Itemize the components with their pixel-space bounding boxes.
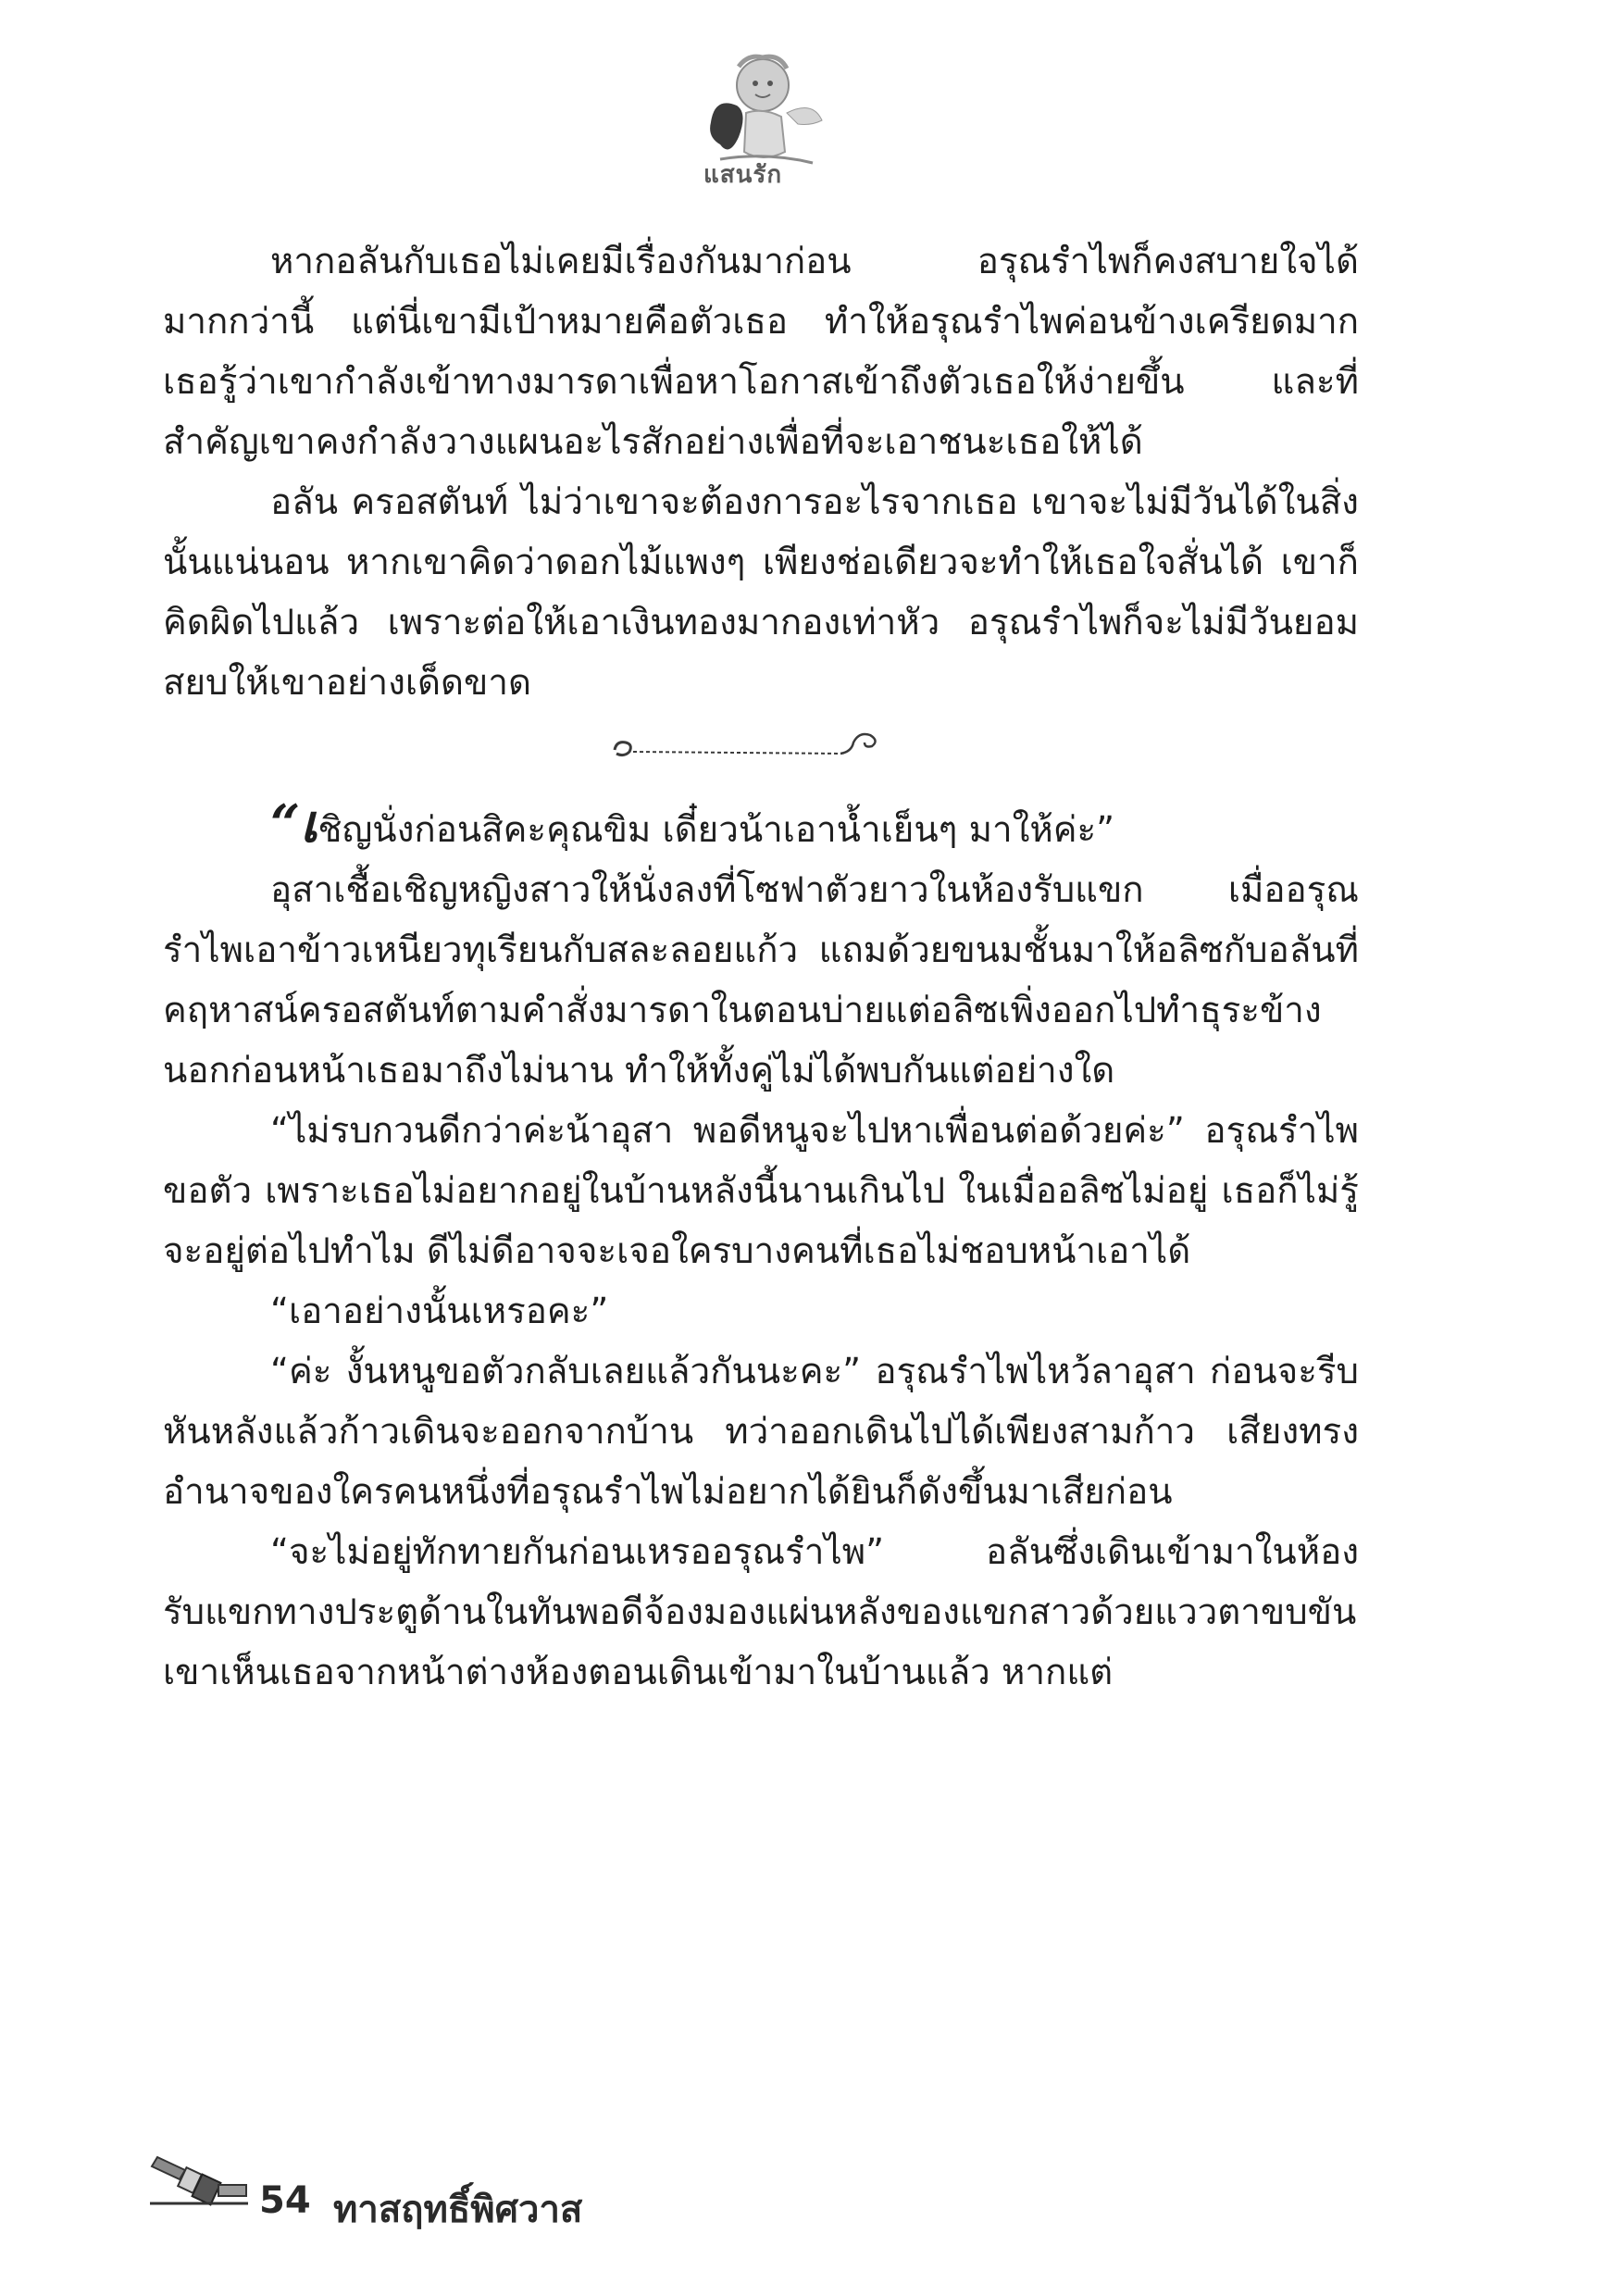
paragraph: อลัน ครอสตันท์ ไม่ว่าเขาจะต้องการอะไรจากเธอ เขาจะไม่มีวันได้ในสิ่งนั้นแน่นอน หากเขาคิดว่าดอกไม้แพงๆ เพียงช่อเดียวจะทำให้เธอใจสั่นได้ เขาก็คิดผิดไปแล้ว เพราะต่อให้เอาเงินทองมากองเท่าหัว อรุณรำไพก็จะไม่มีวันยอมสยบให้เขาอย่างเด็ดขาด (163, 481, 1359, 704)
paragraph: อุสาเชื้อเชิญหญิงสาวให้นั่งลงที่โซฟาตัวยาวในห้องรับแขก เมื่ออรุณรำไพเอาข้าวเหนียวทุเรียนกับสละลอยแก้ว แถมด้วยขนมชั้นมาให้อลิซกับอลันที่คฤหาสน์ครอสตันท์ตามคำสั่งมารดาในตอนบ่ายแต่อลิซเพิ่งออกไปทำธุระข้างนอกก่อนหน้าเธอมาถึงไม่นาน ทำให้ทั้งคู่ไม่ได้พบกันแต่อย่างใด (163, 869, 1359, 1092)
paragraph: “ค่ะ งั้นหนูขอตัวกลับเลยแล้วกันนะคะ” อรุณรำไพไหว้ลาอุสา ก่อนจะรีบหันหลังแล้วก้าวเดินจะออกจากบ้าน ทว่าออกเดินไปได้เพียงสามก้าว เสียงทรงอำนาจของใครคนหนึ่งที่อรุณรำไพไม่อยากได้ยินก็ดังขึ้นมาเสียก่อน (163, 1351, 1359, 1513)
paragraph: “ไม่รบกวนดีกว่าค่ะน้าอุสา พอดีหนูจะไปหาเพื่อนต่อด้วยค่ะ” อรุณรำไพขอตัว เพราะเธอไม่อยากอยู่ในบ้านหลังนี้นานเกินไป ในเมื่ออลิซไม่อยู่ เธอก็ไม่รู้จะอยู่ต่อไปทำไม ดีไม่ดีอาจจะเจอใครบางคนที่เธอไม่ชอบหน้าเอาได้ (163, 1110, 1359, 1272)
page-content (163, 231, 1359, 1703)
page-number: 54 (259, 2179, 311, 2222)
paragraph: “เอาอย่างนั้นเหรอคะ” (270, 1291, 609, 1332)
paragraph: “จะไม่อยู่ทักทายกันก่อนเหรออรุณรำไพ” อลันซึ่งเดินเข้ามาในห้องรับแขกทางประตูด้านในทันพอดีจ้องมองแผ่นหลังของแขกสาวด้วยแววตาขบขัน เขาเห็นเธอจากหน้าต่างห้องตอนเดินเข้ามาในบ้านแล้ว หากแต่ (163, 1531, 1359, 1693)
page-footer (148, 2148, 703, 2231)
opening-quote-mark: “ (270, 793, 301, 855)
opening-text: ชิญนั่งก่อนสิคะคุณขิม เดี๋ยวน้าเอาน้ำเย็นๆ มาให้ค่ะ” (317, 809, 1115, 851)
book-title: ทาสฤทธิ์พิศวาส (333, 2189, 583, 2231)
lipstick-icon (148, 2148, 250, 2213)
logo-text: แสนรัก (703, 161, 783, 189)
drop-cap: เ (300, 793, 318, 855)
paragraph: หากอลันกับเธอไม่เคยมีเรื่องกันมาก่อน อรุณรำไพก็คงสบายใจได้มากกว่านี้ แต่นี่เขามีเป้าหมายคือตัวเธอ ทำให้อรุณรำไพค่อนข้างเครียดมาก เธอรู้ว่าเขากำลังเข้าทางมารดาเพื่อหาโอกาสเข้าถึงตัวเธอให้ง่ายขึ้น และที่สำคัญเขาคงกำลังวางแผนอะไรสักอย่างเพื่อที่จะเอาชนะเธอให้ได้ (163, 241, 1359, 463)
divider-ornament-icon (609, 718, 905, 774)
opening-paragraph (163, 793, 1359, 860)
section-divider (163, 713, 1359, 798)
